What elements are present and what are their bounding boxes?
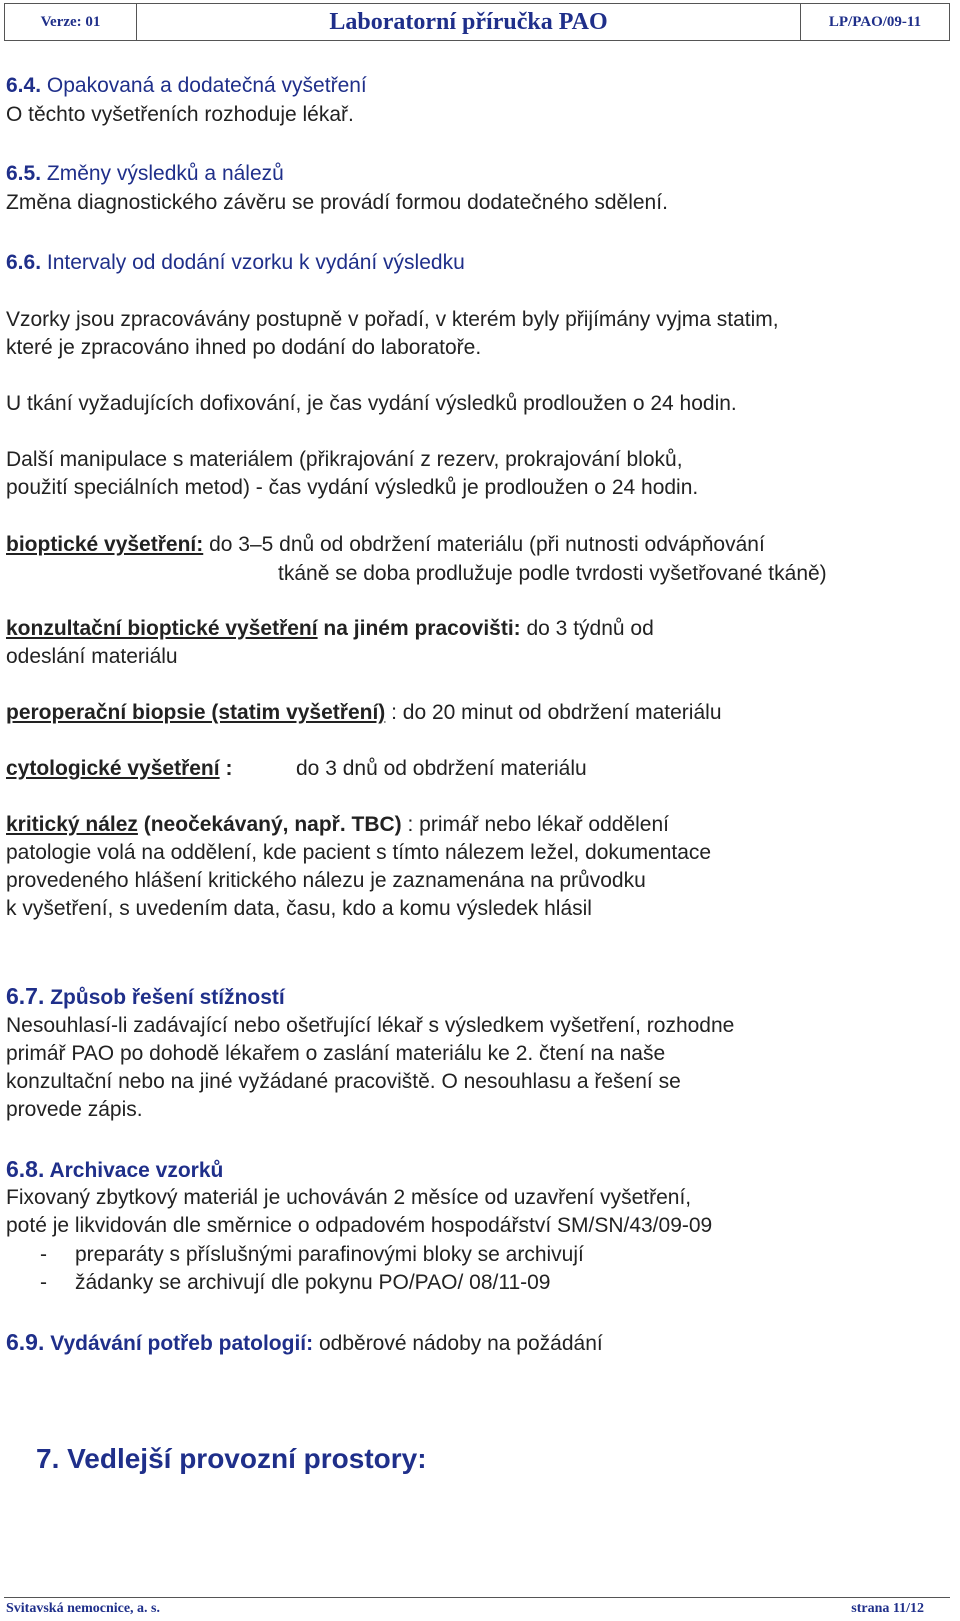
section-6-5-heading [6,160,284,188]
paragraph-line: U tkání vyžadujících dofixování, je čas vydání výsledků prodloužen o 24 hodin. [6,392,737,415]
footer-organization: Svitavská nemocnice, a. s. [6,1601,160,1616]
critical-text: : primář nebo lékař oddělení [401,813,669,836]
paragraph-line: poté je likvidován dle směrnice o odpadovém hospodářství SM/SN/43/09-09 [6,1214,713,1237]
critical-label: kritický nález [6,813,138,836]
section-title: Vydávání potřeb patologií: [50,1332,314,1355]
section-6-4-heading [6,72,367,100]
list-bullet: - [40,1271,47,1294]
section-number: 6.8. [6,1156,45,1182]
paragraph-line: provede zápis. [6,1098,143,1121]
bioptic-interval [6,531,765,559]
header-code: LP/PAO/09-11 [828,13,922,30]
section-6-6-heading [6,249,465,277]
section-6-9-heading [6,1328,603,1358]
header-title: Laboratorní příručka PAO [137,4,801,40]
paragraph-line: Další manipulace s materiálem (přikrajování z rezerv, prokrajování bloků, [6,448,683,471]
section-6-7-heading [6,982,285,1012]
list-item [40,1241,47,1269]
section-6-4-text: O těchto vyšetřeních rozhoduje lékař. [6,103,354,126]
section-text: odběrové nádoby na požádání [313,1332,603,1355]
section-number: 6.4. [6,74,42,97]
consult-text: do 3 týdnů od [520,617,654,640]
bioptic-label: bioptické vyšetření: [6,533,204,556]
paragraph-line: provedeného hlášení kritického nálezu je zaznamenána na průvodku [6,869,646,892]
paragraph-line: patologie volá na oddělení, kde pacient s tímto nálezem ležel, dokumentace [6,841,712,864]
bioptic-text-line2: tkáně se doba prodlužuje podle tvrdosti vyšetřované tkáně) [278,562,827,585]
paragraph-line: primář PAO po dohodě lékařem o zaslání materiálu ke 2. čtení na naše [6,1042,666,1065]
section-title: Intervaly od dodání vzorku k vydání výsledku [46,251,465,274]
section-title: Opakovaná a dodatečná vyšetření [46,74,367,97]
consult-label: konzultační bioptické vyšetření [6,617,318,640]
chapter-7-heading: 7. Vedlejší provozní prostory: [36,1443,427,1474]
consult-text-line2: odeslání materiálu [6,645,178,668]
cyto-colon: : [219,757,233,780]
perop-label: peroperační biopsie (statim vyšetření) [6,701,386,724]
bioptic-text: do 3–5 dnů od obdržení materiálu (při nutnosti odvápňování [203,533,765,556]
list-item-text: preparáty s příslušnými parafinovými bloky se archivují [75,1243,584,1266]
perop-text: : do 20 minut od obdržení materiálu [385,701,722,724]
section-number: 6.9. [6,1329,45,1355]
paragraph-line: k vyšetření, s uvedením data, času, kdo a komu výsledek hlásil [6,897,592,920]
section-title: Způsob řešení stížností [50,986,285,1009]
perop-interval [6,699,722,727]
header-version: Verze: 01 [5,4,137,40]
page-header [4,3,950,41]
cyto-text: do 3 dnů od obdržení materiálu [296,757,587,780]
paragraph-line: Nesouhlasí-li zadávající nebo ošetřující lékař s výsledkem vyšetření, rozhodne [6,1014,735,1037]
paragraph-line: které je zpracováno ihned po dodání do laboratoře. [6,336,482,359]
cyto-interval [6,755,232,783]
paragraph-line: konzultační nebo na jiné vyžádané pracoviště. O nesouhlasu a řešení se [6,1070,681,1093]
consult-interval [6,615,654,643]
list-item-text: žádanky se archivují dle pokynu PO/PAO/ 08/11-09 [75,1271,551,1294]
critical-finding [6,811,669,839]
list-item [40,1269,47,1297]
paragraph-line: použití speciálních metod) - čas vydání výsledků je prodloužen o 24 hodin. [6,476,699,499]
cyto-label: cytologické vyšetření [6,757,220,780]
footer-rule [4,1597,950,1598]
footer-page-number: strana 11/12 [851,1601,924,1616]
section-number: 6.6. [6,251,42,274]
section-title: Archivace vzorků [49,1159,224,1182]
section-6-8-heading [6,1155,223,1185]
paragraph-line: Vzorky jsou zpracovávány postupně v pořadí, v kterém byly přijímány vyjma statim, [6,308,779,331]
paragraph-line: Fixovaný zbytkový materiál je uchováván 2 měsíce od uzavření vyšetření, [6,1186,692,1209]
section-number: 6.7. [6,983,45,1009]
consult-label-rest: na jiném pracovišti: [317,617,521,640]
section-number: 6.5. [6,162,42,185]
list-bullet: - [40,1243,47,1266]
critical-label-rest: (neočekávaný, např. TBC) [137,813,402,836]
section-6-5-text: Změna diagnostického závěru se provádí formou dodatečného sdělení. [6,191,668,214]
section-title: Změny výsledků a nálezů [46,162,284,185]
